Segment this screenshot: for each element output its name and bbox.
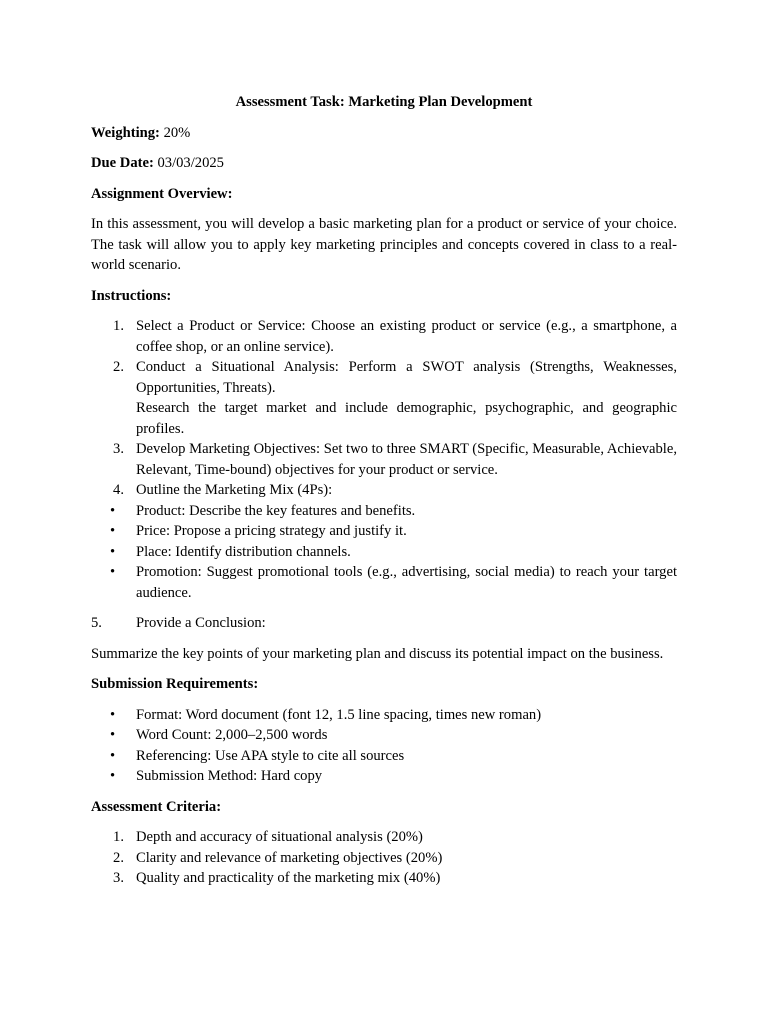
list-item-text: Clarity and relevance of marketing objectives (20%) — [136, 849, 443, 866]
list-item — [91, 848, 677, 869]
bullet-icon: • — [110, 543, 116, 560]
overview-text: In this assessment, you will develop a basic marketing plan for a product or service of your choice. The task will allow you to apply key marketing principles and concepts covered in class to a real-world scenario. — [91, 216, 677, 273]
list-item-text: Select a Product or Service: Choose an existing product or service (e.g., a smartphone, a coffee shop, or an online service). — [136, 318, 677, 355]
list-item — [91, 439, 677, 480]
due-date-label: Due Date: — [91, 155, 154, 171]
submission-heading — [91, 674, 677, 695]
list-number: 3. — [113, 441, 124, 457]
list-number: 1. — [113, 318, 124, 334]
bullet-item-text: Submission Method: Hard copy — [136, 768, 323, 784]
bullet-item-text: Promotion: Suggest promotional tools (e.g., advertising, social media) to reach your target audience. — [136, 564, 677, 601]
conclusion-text: Summarize the key points of your marketing plan and discuss its potential impact on the business. — [91, 645, 664, 662]
bullet-icon: • — [110, 502, 116, 519]
bullet-icon: • — [110, 564, 116, 580]
list-number: 3. — [113, 870, 124, 886]
list-item — [91, 868, 677, 889]
list-item-text: Depth and accuracy of situational analysis (20%) — [136, 829, 423, 845]
bullet-icon: • — [110, 523, 116, 539]
list-item — [91, 316, 677, 357]
instructions-heading — [91, 286, 677, 307]
list-number: 4. — [113, 482, 124, 498]
list-number: 2. — [113, 359, 124, 375]
conclusion-step — [91, 613, 677, 634]
list-item-text: Quality and practicality of the marketing mix (40%) — [136, 870, 441, 886]
criteria-heading-text: Assessment Criteria: — [91, 798, 222, 815]
bullet-icon: • — [110, 727, 116, 743]
bullet-icon: • — [110, 768, 116, 784]
list-item — [91, 357, 677, 439]
bullet-item — [91, 746, 677, 767]
list-item-text: Conduct a Situational Analysis: Perform a SWOT analysis (Strengths, Weaknesses, Opportunities, Threats). — [136, 359, 677, 396]
bullet-item — [91, 725, 677, 746]
instructions-heading-text: Instructions: — [91, 287, 172, 304]
bullet-item — [91, 766, 677, 787]
bullet-item — [91, 705, 677, 726]
bullet-item-text: Price: Propose a pricing strategy and justify it. — [136, 523, 407, 539]
bullet-icon: • — [110, 747, 116, 764]
criteria-list — [91, 827, 677, 889]
document-title: Assessment Task: Marketing Plan Development — [235, 94, 533, 110]
bullet-item-text: Format: Word document (font 12, 1.5 line spacing, times new roman) — [136, 706, 542, 723]
list-number: 2. — [113, 849, 124, 866]
bullet-item — [91, 542, 677, 563]
bullet-item-text: Place: Identify distribution channels. — [136, 543, 351, 560]
overview-heading — [91, 184, 677, 205]
bullet-item-text: Product: Describe the key features and benefits. — [136, 502, 416, 519]
list-item-extra-text: Research the target market and include demographic, psychographic, and geographic profiles. — [136, 400, 677, 437]
bullet-item — [91, 501, 677, 522]
list-item-text: Develop Marketing Objectives: Set two to three SMART (Specific, Measurable, Achievable, Relevant, Time-bound) objectives for your product or service. — [136, 441, 677, 478]
criteria-heading — [91, 797, 677, 818]
list-item-text: Outline the Marketing Mix (4Ps): — [136, 482, 333, 498]
submission-heading-text: Submission Requirements: — [91, 676, 259, 692]
weighting-value: 20% — [163, 124, 191, 141]
weighting-label: Weighting: — [91, 124, 160, 141]
bullet-icon: • — [110, 706, 116, 723]
list-number: 5. — [91, 615, 102, 631]
list-item — [91, 480, 677, 501]
list-item — [91, 827, 677, 848]
due-date-line — [91, 153, 677, 174]
bullet-item — [91, 562, 677, 603]
bullet-item-text: Word Count: 2,000–2,500 words — [136, 727, 328, 743]
weighting-line — [91, 123, 677, 144]
overview-heading-text: Assignment Overview: — [91, 185, 233, 202]
due-date-value: 03/03/2025 — [157, 155, 224, 171]
bullet-item — [91, 521, 677, 542]
document-content — [91, 92, 677, 889]
list-item-text: Provide a Conclusion: — [136, 615, 266, 631]
submission-list — [91, 705, 677, 787]
list-number: 1. — [113, 829, 124, 845]
instructions-list — [91, 316, 677, 603]
bullet-item-text: Referencing: Use APA style to cite all sources — [136, 747, 405, 764]
